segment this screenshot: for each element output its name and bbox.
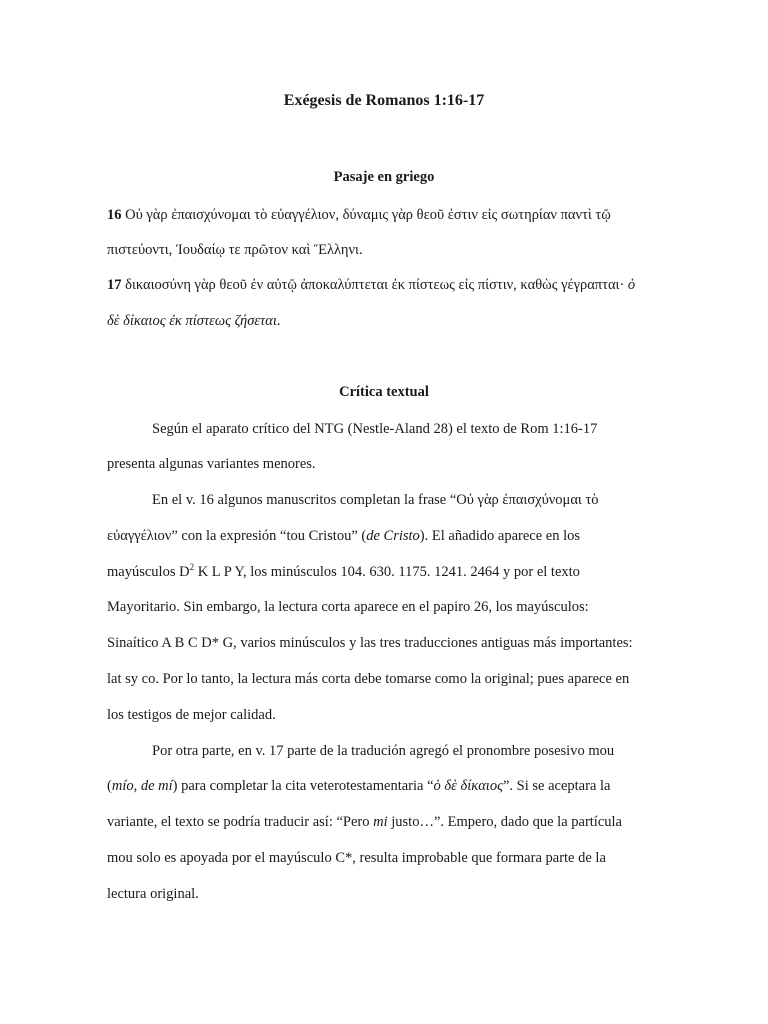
p3-l2-b: ) para completar la cita veterotestamentaria “ — [172, 778, 434, 794]
p3-line-2 — [107, 776, 610, 796]
verse-17-line-2 — [107, 311, 281, 331]
p2-l3-b: K L P Y, los minúsculos 104. 630. 1175. 1241. 2464 y por el texto — [194, 564, 580, 580]
p2-line-5: Sinaítico A B C D* G, varios minúsculos y las tres traducciones antiguas más importantes: — [107, 635, 633, 651]
p3-l2-c: ”. Si se aceptara la — [502, 778, 611, 794]
p3-line-4: mou solo es apoyada por el mayúsculo C*, resulta improbable que formara parte de la — [107, 850, 606, 866]
p2-line-3 — [107, 562, 580, 582]
page-title: Exégesis de Romanos 1:16-17 — [283, 92, 485, 109]
p3-l3-italic: mi — [373, 814, 388, 830]
verse-16-line-1 — [107, 205, 611, 225]
verse-number-16: 16 — [107, 207, 122, 223]
p2-l2-b: ). El añadido aparece en los — [419, 528, 581, 544]
p3-l2-greek-italic: ὁ δὲ δίκαιος — [433, 778, 503, 794]
p2-l3-superscript: 2 — [189, 562, 195, 573]
verse-16-line-2: πιστεύοντι, Ἰουδαίῳ τε πρῶτον καὶ Ἕλληνι. — [107, 242, 363, 258]
verse-17-period: . — [276, 313, 281, 329]
p1-line-2: presenta algunas variantes menores. — [107, 456, 316, 472]
p3-l2-a: ( — [107, 778, 112, 794]
p3-l3-a: variante, el texto se podría traducir así: “Pero — [107, 814, 374, 830]
p1-line-1: Según el aparato crítico del NTG (Nestle-Aland 28) el texto de Rom 1:16-17 — [152, 421, 598, 437]
verse-17-text-1: δικαιοσύνη γὰρ θεοῦ ἐν αὐτῷ ἀποκαλύπτεται ἐκ πίστεως εἰς πίστιν, καθὼς γέγραπται· — [125, 277, 625, 293]
p3-l3-b: justo…”. Empero, dado que la partícula — [387, 814, 622, 830]
p3-line-5: lectura original. — [107, 886, 199, 902]
section-heading-greek: Pasaje en griego — [333, 169, 435, 185]
p2-l2-a: εὐαγγέλιον” con la expresión “tou Cristou” ( — [107, 528, 367, 544]
p3-line-3 — [107, 812, 622, 832]
verse-17-quote-start: ὁ — [627, 277, 636, 293]
verse-17-quote: δὲ δίκαιος ἐκ πίστεως ζήσεται — [107, 313, 277, 329]
verse-16-text-1: Οὐ γὰρ ἐπαισχύνομαι τὸ εὐαγγέλιον, δύναμις γὰρ θεοῦ ἐστιν εἰς σωτηρίαν παντὶ τῷ — [125, 207, 611, 223]
p2-l2-italic: de Cristo — [366, 528, 420, 544]
p2-line-1: En el v. 16 algunos manuscritos completan la frase “Οὐ γὰρ ἐπαισχύνομαι τὸ — [152, 492, 599, 508]
p3-l2-italic: mío, de mí — [111, 778, 173, 794]
p2-line-6: lat sy co. Por lo tanto, la lectura más corta debe tomarse como la original; pues aparece en — [107, 671, 630, 687]
p3-line-1: Por otra parte, en v. 17 parte de la tradución agregó el pronombre posesivo mou — [152, 743, 615, 759]
section-heading-critica: Crítica textual — [339, 384, 429, 400]
p2-l3-a: mayúsculos D — [107, 564, 190, 580]
p2-line-7: los testigos de mejor calidad. — [107, 707, 276, 723]
p2-line-4: Mayoritario. Sin embargo, la lectura corta aparece en el papiro 26, los mayúsculos: — [107, 599, 589, 615]
p2-line-2 — [107, 526, 580, 546]
verse-number-17: 17 — [107, 277, 122, 293]
verse-17-line-1 — [107, 275, 635, 295]
